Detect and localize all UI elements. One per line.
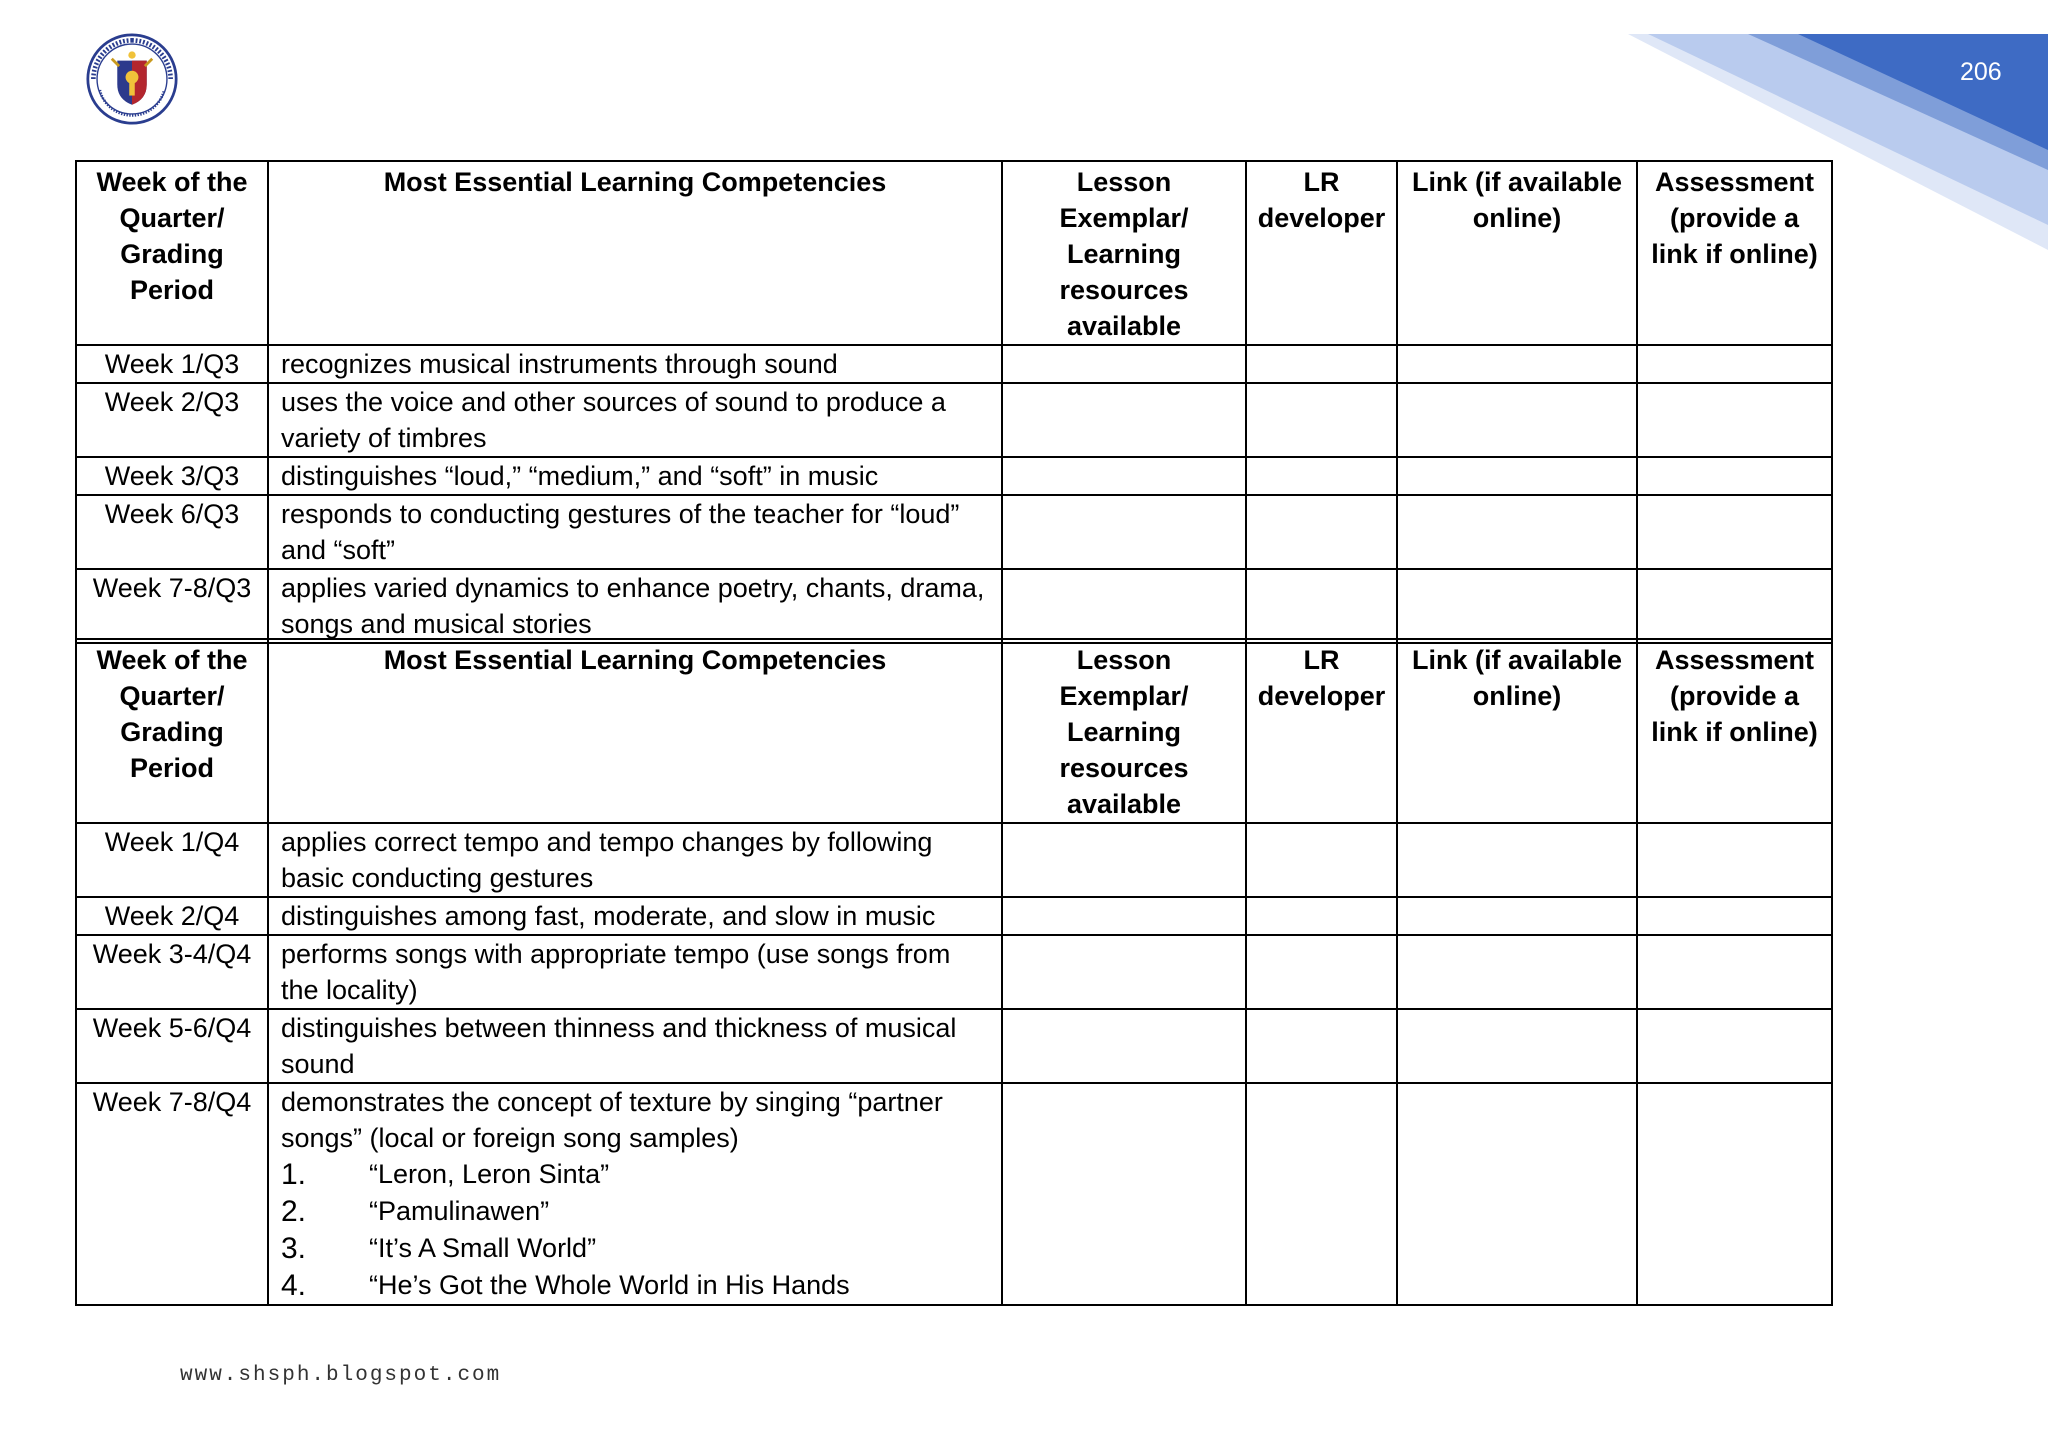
table-row [76,495,1832,569]
header-assessment: Assessment (provide a link if online) [1637,639,1832,823]
competency-text: demonstrates the concept of texture by singing “partner songs” (local or foreign song samples) [281,1087,943,1153]
week-cell: Week 3/Q3 [76,457,268,495]
empty-cell [1397,1083,1637,1305]
list-item [281,1193,995,1230]
competencies-table-q3 [75,160,1833,644]
week-cell: Week 7-8/Q4 [76,1083,268,1305]
table-row [76,823,1832,897]
table-row [76,345,1832,383]
empty-cell [1246,495,1397,569]
competency-cell [268,1083,1002,1305]
empty-cell [1246,383,1397,457]
list-number: 1. [281,1158,307,1191]
header-competencies: Most Essential Learning Competencies [268,639,1002,823]
list-item [281,1230,995,1267]
page-number: 206 [1960,58,2002,86]
competency-cell: recognizes musical instruments through sound [268,345,1002,383]
list-item [281,1156,995,1193]
empty-cell [1246,345,1397,383]
list-number: 4. [281,1269,307,1302]
list-number: 3. [281,1232,307,1265]
header-competencies: Most Essential Learning Competencies [268,161,1002,345]
empty-cell [1637,935,1832,1009]
empty-cell [1397,897,1637,935]
song-title: “Pamulinawen” [369,1196,550,1226]
deped-seal-logo [86,33,178,125]
empty-cell [1002,383,1246,457]
empty-cell [1637,897,1832,935]
empty-cell [1002,345,1246,383]
empty-cell [1397,383,1637,457]
empty-cell [1397,569,1637,643]
competency-cell: responds to conducting gestures of the teacher for “loud” and “soft” [268,495,1002,569]
empty-cell [1637,495,1832,569]
empty-cell [1002,897,1246,935]
song-title: “Leron, Leron Sinta” [369,1159,610,1189]
empty-cell [1637,383,1832,457]
header-lr-developer: LR developer [1246,639,1397,823]
table-row [76,1083,1832,1305]
song-title: “He’s Got the Whole World in His Hands [369,1270,850,1300]
week-cell: Week 6/Q3 [76,495,268,569]
competency-cell: distinguishes among fast, moderate, and slow in music [268,897,1002,935]
empty-cell [1002,457,1246,495]
table-row [76,457,1832,495]
week-cell: Week 2/Q4 [76,897,268,935]
competency-cell: applies varied dynamics to enhance poetry, chants, drama, songs and musical stories [268,569,1002,643]
week-cell: Week 1/Q4 [76,823,268,897]
table-row [76,383,1832,457]
list-number: 2. [281,1195,307,1228]
empty-cell [1246,823,1397,897]
empty-cell [1637,1083,1832,1305]
header-assessment: Assessment (provide a link if online) [1637,161,1832,345]
song-title: “It’s A Small World” [369,1233,597,1263]
empty-cell [1246,569,1397,643]
empty-cell [1637,457,1832,495]
empty-cell [1002,1009,1246,1083]
empty-cell [1637,823,1832,897]
header-link: Link (if available online) [1397,639,1637,823]
table-row [76,569,1832,643]
competency-cell: performs songs with appropriate tempo (use songs from the locality) [268,935,1002,1009]
header-link: Link (if available online) [1397,161,1637,345]
empty-cell [1246,1083,1397,1305]
empty-cell [1002,935,1246,1009]
empty-cell [1637,345,1832,383]
list-item [281,1267,995,1304]
week-cell: Week 3-4/Q4 [76,935,268,1009]
empty-cell [1002,495,1246,569]
table-row [76,897,1832,935]
empty-cell [1246,1009,1397,1083]
header-lr-developer: LR developer [1246,161,1397,345]
empty-cell [1002,823,1246,897]
song-list [281,1156,995,1304]
empty-cell [1397,457,1637,495]
competencies-table-q4 [75,638,1833,1306]
footer-url: www.shsph.blogspot.com [180,1364,502,1387]
empty-cell [1397,823,1637,897]
table-row [76,1009,1832,1083]
header-week: Week of the Quarter/ Grading Period [76,639,268,823]
table-row [76,935,1832,1009]
empty-cell [1397,345,1637,383]
empty-cell [1397,1009,1637,1083]
header-week: Week of the Quarter/ Grading Period [76,161,268,345]
empty-cell [1397,495,1637,569]
competency-cell: distinguishes “loud,” “medium,” and “soft” in music [268,457,1002,495]
week-cell: Week 2/Q3 [76,383,268,457]
competency-cell: distinguishes between thinness and thickness of musical sound [268,1009,1002,1083]
empty-cell [1002,1083,1246,1305]
competency-cell: uses the voice and other sources of sound to produce a variety of timbres [268,383,1002,457]
empty-cell [1637,1009,1832,1083]
empty-cell [1637,569,1832,643]
empty-cell [1246,897,1397,935]
header-lesson-exemplar: Lesson Exemplar/ Learning resources available [1002,639,1246,823]
week-cell: Week 5-6/Q4 [76,1009,268,1083]
header-lesson-exemplar: Lesson Exemplar/ Learning resources available [1002,161,1246,345]
empty-cell [1002,569,1246,643]
empty-cell [1397,935,1637,1009]
week-cell: Week 1/Q3 [76,345,268,383]
empty-cell [1246,935,1397,1009]
empty-cell [1246,457,1397,495]
competency-cell: applies correct tempo and tempo changes by following basic conducting gestures [268,823,1002,897]
week-cell: Week 7-8/Q3 [76,569,268,643]
